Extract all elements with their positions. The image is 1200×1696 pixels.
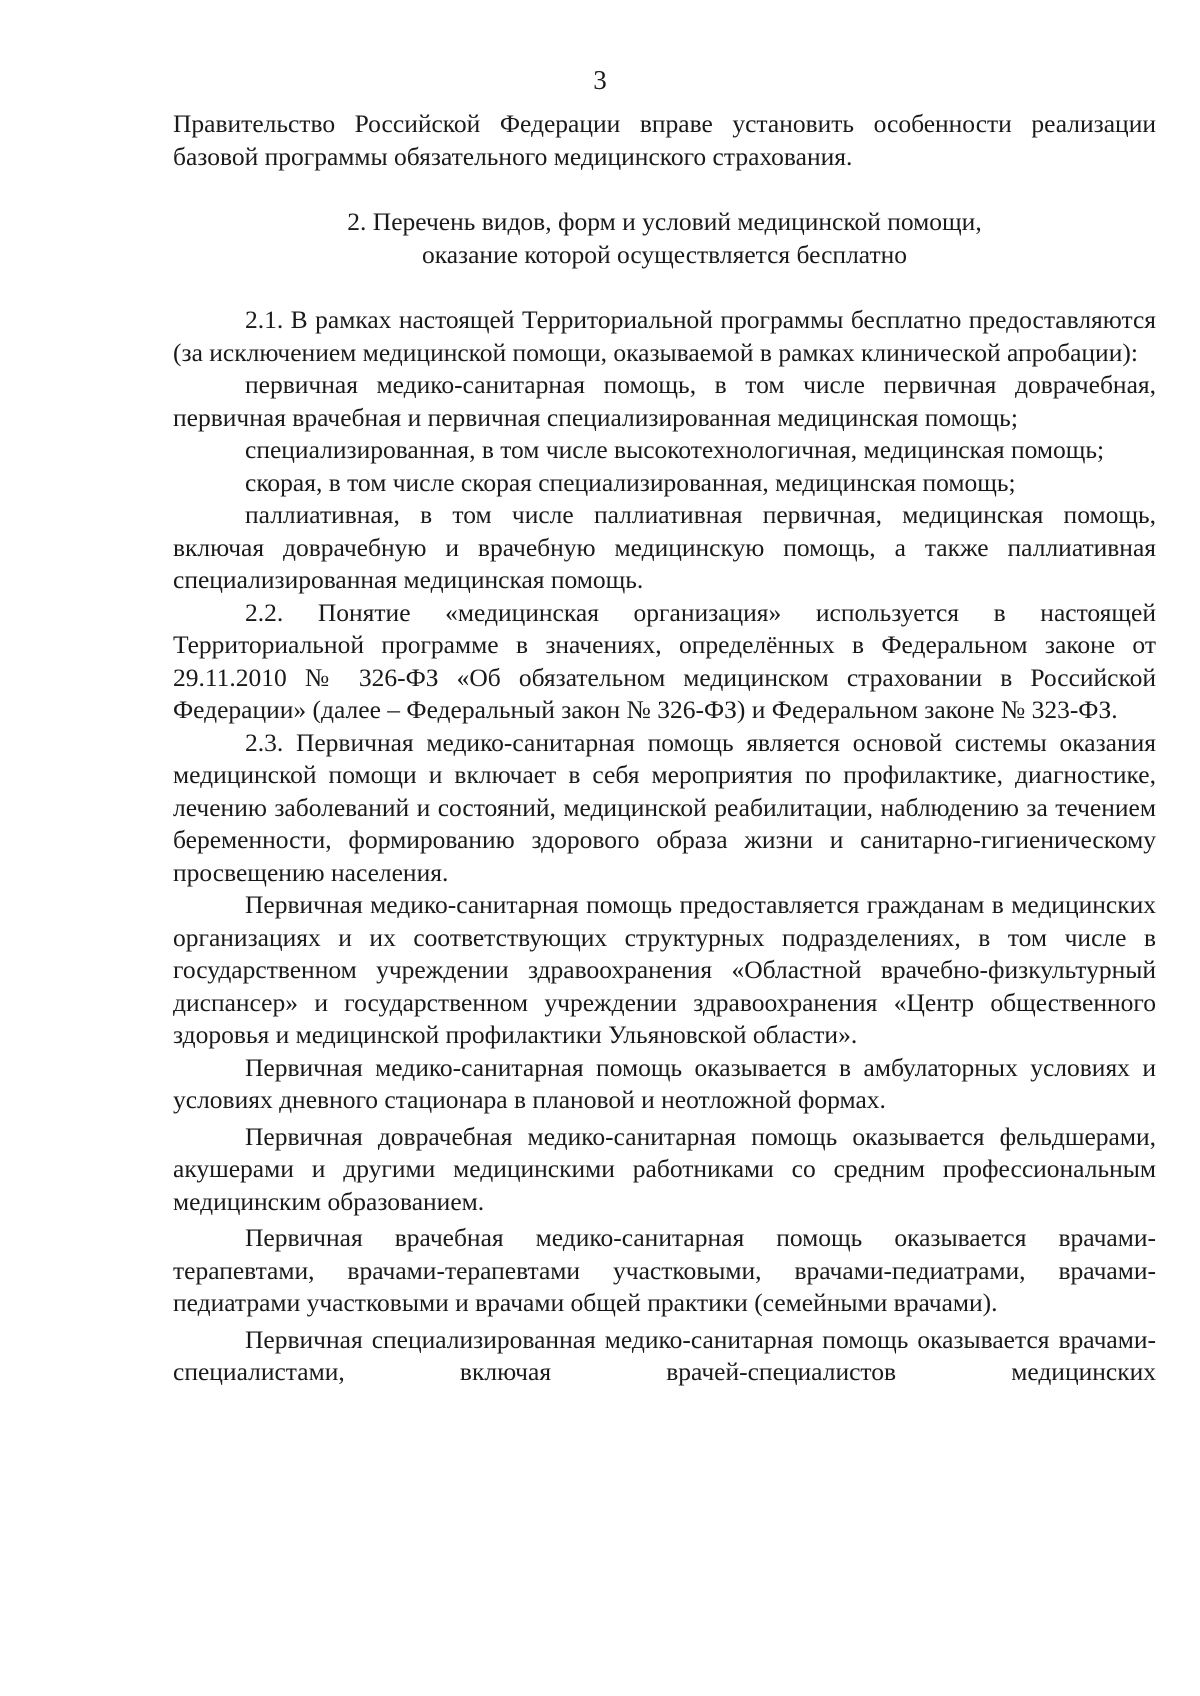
paragraph-primary-care-provision: Первичная медико-санитарная помощь предоставляется гражданам в медицинских организациях и их соответствующих структурных подразделениях, в том числе в государственном учреждении здравоохранения «Областной врачебно-физкультурный диспансер» и государственном учреждении здравоохранения «Центр общественного здоровья и медицинской профилактики Ульяновской области». — [173, 890, 1156, 1049]
list-item-primary-care: первичная медико-санитарная помощь, в том числе первичная доврачебная, первичная врачебная и первичная специализированная медицинская помощь; — [173, 370, 1156, 432]
paragraph-2-3: 2.3. Первичная медико-санитарная помощь является основой системы оказания медицинской помощи и включает в себя мероприятия по профилактике, диагностике, лечению заболеваний и состояний, медицинской реабилитации, наблюдению за течением беременности, формированию здорового образа жизни и санитарно-гигиеническому просвещению населения. — [173, 727, 1156, 887]
paragraph-2-2: 2.2. Понятие «медицинская организация» используется в настоящей Территориальной программе в значениях, определённых в Федеральном законе от 29.11.2010 № 326-ФЗ «Об обязательном медицинском страховании в Российской Федерации» (далее – Федеральный закон № 326-ФЗ) и Федеральном законе № 323-ФЗ. — [173, 597, 1156, 724]
section-heading-line-1: 2. Перечень видов, форм и условий медицинской помощи, — [347, 207, 982, 236]
list-item-palliative-care: паллиативная, в том числе паллиативная первичная, медицинская помощь, включая доврачебную и врачебную медицинскую помощь, а также паллиативная специализированная медицинская помощь. — [173, 500, 1156, 594]
section-heading-line-2: оказание которой осуществляется бесплатно — [421, 239, 908, 269]
page-number: 3 — [593, 65, 607, 95]
intro-paragraph: Правительство Российской Федерации вправе установить особенности реализации базовой программы обязательного медицинского страхования. — [173, 109, 1156, 171]
paragraph-doctor-care: Первичная врачебная медико-санитарная помощь оказывается врачами-терапевтами, врачами-терапевтами участковыми, врачами-педиатрами, врачами-педиатрами участковыми и врачами общей практики (семейными врачами). — [173, 1223, 1156, 1317]
paragraph-specialized-primary-care: Первичная специализированная медико-санитарная помощь оказывается врачами-специалистами, включая врачей-специалистов медицинских — [173, 1324, 1156, 1386]
paragraph-primary-care-conditions: Первичная медико-санитарная помощь оказывается в амбулаторных условиях и условиях дневного стационара в плановой и неотложной формах. — [173, 1052, 1156, 1114]
list-item-specialized-care: специализированная, в том числе высокотехнологичная, медицинская помощь; — [245, 435, 1105, 464]
paragraph-2-1: 2.1. В рамках настоящей Территориальной программы бесплатно предоставляются (за исключением медицинской помощи, оказываемой в рамках клинической апробации): — [173, 305, 1156, 367]
paragraph-pre-doctor-care: Первичная доврачебная медико-санитарная помощь оказывается фельдшерами, акушерами и другими медицинскими работниками со средним профессиональным медицинским образованием. — [173, 1121, 1156, 1216]
document-body — [173, 108, 1156, 1389]
list-item-emergency-care: скорая, в том числе скорая специализированная, медицинская помощь; — [245, 467, 1016, 497]
